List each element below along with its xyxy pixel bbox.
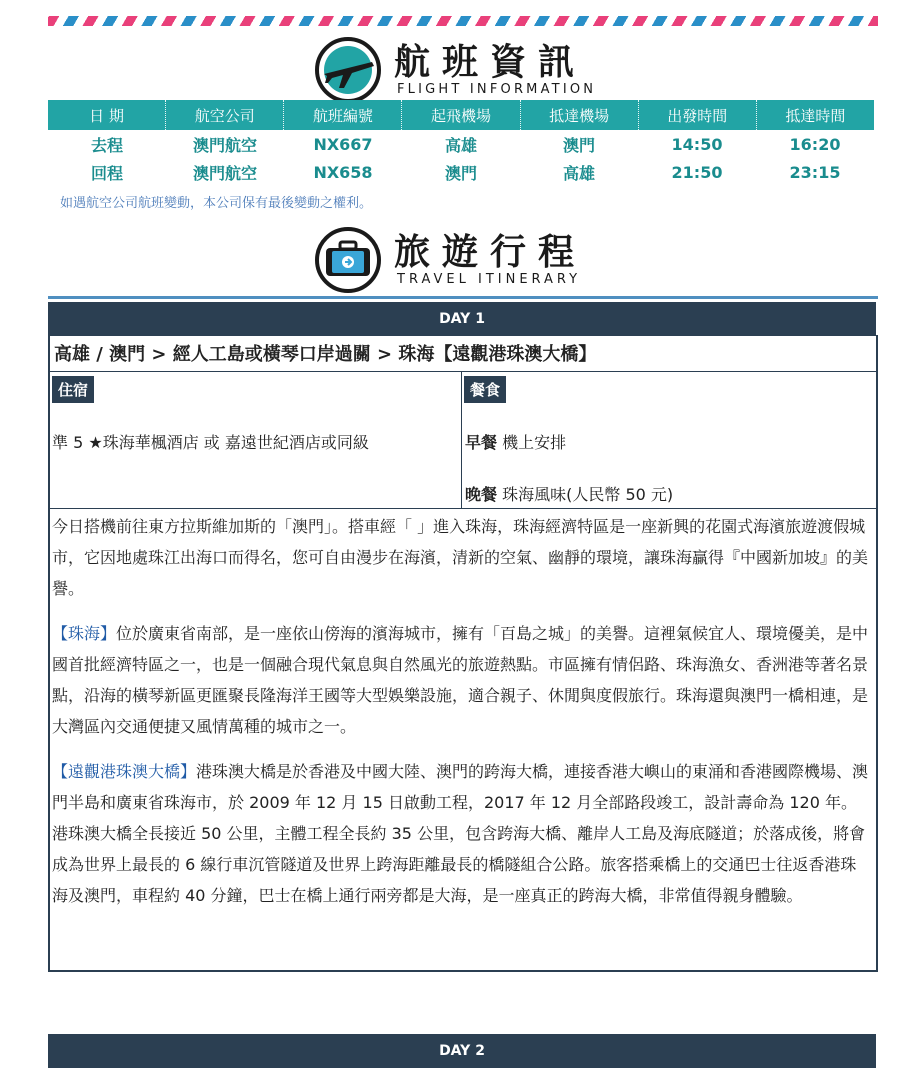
lodging-text: 準 5 ★珠海華楓酒店 或 嘉遠世紀酒店或同級	[52, 433, 369, 452]
itinerary-subtitle: TRAVEL ITINERARY	[397, 272, 582, 287]
zhuhai-tag: 【珠海】	[52, 624, 117, 643]
bridge-tag: 【遠觀港珠澳大橋】	[52, 762, 197, 781]
breakfast-row	[465, 430, 566, 453]
day1-description	[50, 509, 876, 911]
itinerary-title: 旅遊行程	[394, 232, 587, 273]
dinner-label: 晚餐	[465, 485, 498, 504]
table-cell: 高雄	[444, 135, 477, 155]
flight-title: 航班資訊	[394, 42, 587, 83]
zhuhai-text: 位於廣東省南部，是一座依山傍海的濱海城市，擁有「百島之城」的美譽。這裡氣候宜人、環境優美，是中國首批經濟特區之一，也是一個融合現代氣息與自然風光的旅遊熱點。市區擁有情侶路、珠海漁女、香洲港等著名景點，沿海的橫琴新區更匯聚長隆海洋王國等大型娛樂設施，適合親子、休閒與度假旅行。珠海還與澳門一橋相連，是大灣區內交通便捷又風情萬種的城市之一。	[52, 624, 869, 736]
col-airline: 航空公司	[166, 100, 284, 130]
table-cell: 高雄	[562, 163, 595, 183]
itinerary-section-header	[0, 226, 898, 296]
table-cell: 回程	[90, 163, 123, 183]
table-cell: NX658	[313, 162, 373, 182]
col-arrival-time: 抵達時間	[785, 106, 846, 125]
col-arrival-airport: 抵達機場	[521, 100, 639, 130]
day1-band: DAY 1	[48, 302, 876, 336]
dinner-text: 珠海風味(人民幣 50 元)	[502, 485, 674, 504]
col-flight-no: 航班編號	[284, 100, 402, 130]
dinner-row	[465, 482, 673, 505]
table-cell: 去程	[90, 135, 123, 155]
airmail-border	[48, 16, 878, 26]
table-cell: NX667	[313, 134, 373, 154]
day1-info	[50, 372, 876, 509]
table-cell: 澳門航空	[192, 135, 257, 155]
lodging-panel	[50, 372, 462, 508]
meals-tag: 餐食	[464, 376, 506, 403]
table-cell: 澳門航空	[192, 163, 257, 183]
flight-subtitle: FLIGHT INFORMATION	[397, 82, 597, 97]
col-departure-time: 出發時間	[639, 100, 757, 130]
flight-note: 如遇航空公司航班變動，本公司保有最後變動之權利。	[60, 196, 373, 211]
paragraph-bridge	[52, 756, 872, 911]
bridge-text: 港珠澳大橋是於香港及中國大陸、澳門的跨海大橋，連接香港大嶼山的東涌和香港國際機場、澳門半島和廣東省珠海市，於 2009 年 12 月 15 日啟動工程，2017 年 12 月全部路段竣工，設計壽命為 120 年。港珠澳大橋全長接近 50 公里，主體工程全長約 35 公里，包含跨海大橋、離岸人工島及海底隧道；於落成後，將會成為世界上最長的 6 線行車沉管隧道及世界上跨海距離最長的橋隧組合公路。旅客搭乘橋上的交通巴士往返香港珠海及澳門，車程約 40 分鐘，巴士在橋上通行兩旁都是大海，是一座真正的跨海大橋，非常值得親身體驗。	[52, 762, 869, 905]
table-cell: 澳門	[444, 163, 477, 183]
table-row	[48, 158, 874, 186]
table-cell: 23:15	[789, 162, 841, 182]
table-cell: 16:20	[789, 134, 841, 154]
table-cell: 14:50	[671, 134, 723, 154]
meals-panel	[462, 372, 876, 508]
col-departure-airport: 起飛機場	[402, 100, 520, 130]
flight-section-header	[0, 36, 898, 106]
suitcase-icon	[314, 226, 382, 294]
table-row	[48, 130, 874, 158]
table-cell: 澳門	[562, 135, 595, 155]
flight-table	[48, 100, 874, 211]
table-cell: 21:50	[671, 162, 723, 182]
paragraph-zhuhai	[52, 618, 872, 742]
airplane-icon	[314, 36, 382, 104]
day2-band: DAY 2	[48, 1034, 876, 1068]
day1-card	[48, 335, 878, 972]
col-date: 日 期	[48, 100, 166, 130]
flight-table-header	[48, 100, 874, 130]
breakfast-text: 機上安排	[502, 433, 567, 452]
day1-route: 高雄 / 澳門 > 經人工島或橫琴口岸過關 > 珠海【遠觀港珠澳大橋】	[50, 335, 876, 372]
divider	[48, 296, 878, 299]
paragraph-intro: 今日搭機前往東方拉斯維加斯的「澳門」。搭車經「 」進入珠海，珠海經濟特區是一座新興的花園式海濱旅遊渡假城市，它因地處珠江出海口而得名，您可自由漫步在海濱，清新的空氣、幽靜的環境，讓珠海贏得『中國新加坡』的美譽。	[52, 517, 869, 598]
breakfast-label: 早餐	[465, 433, 498, 452]
lodging-tag: 住宿	[52, 376, 94, 403]
